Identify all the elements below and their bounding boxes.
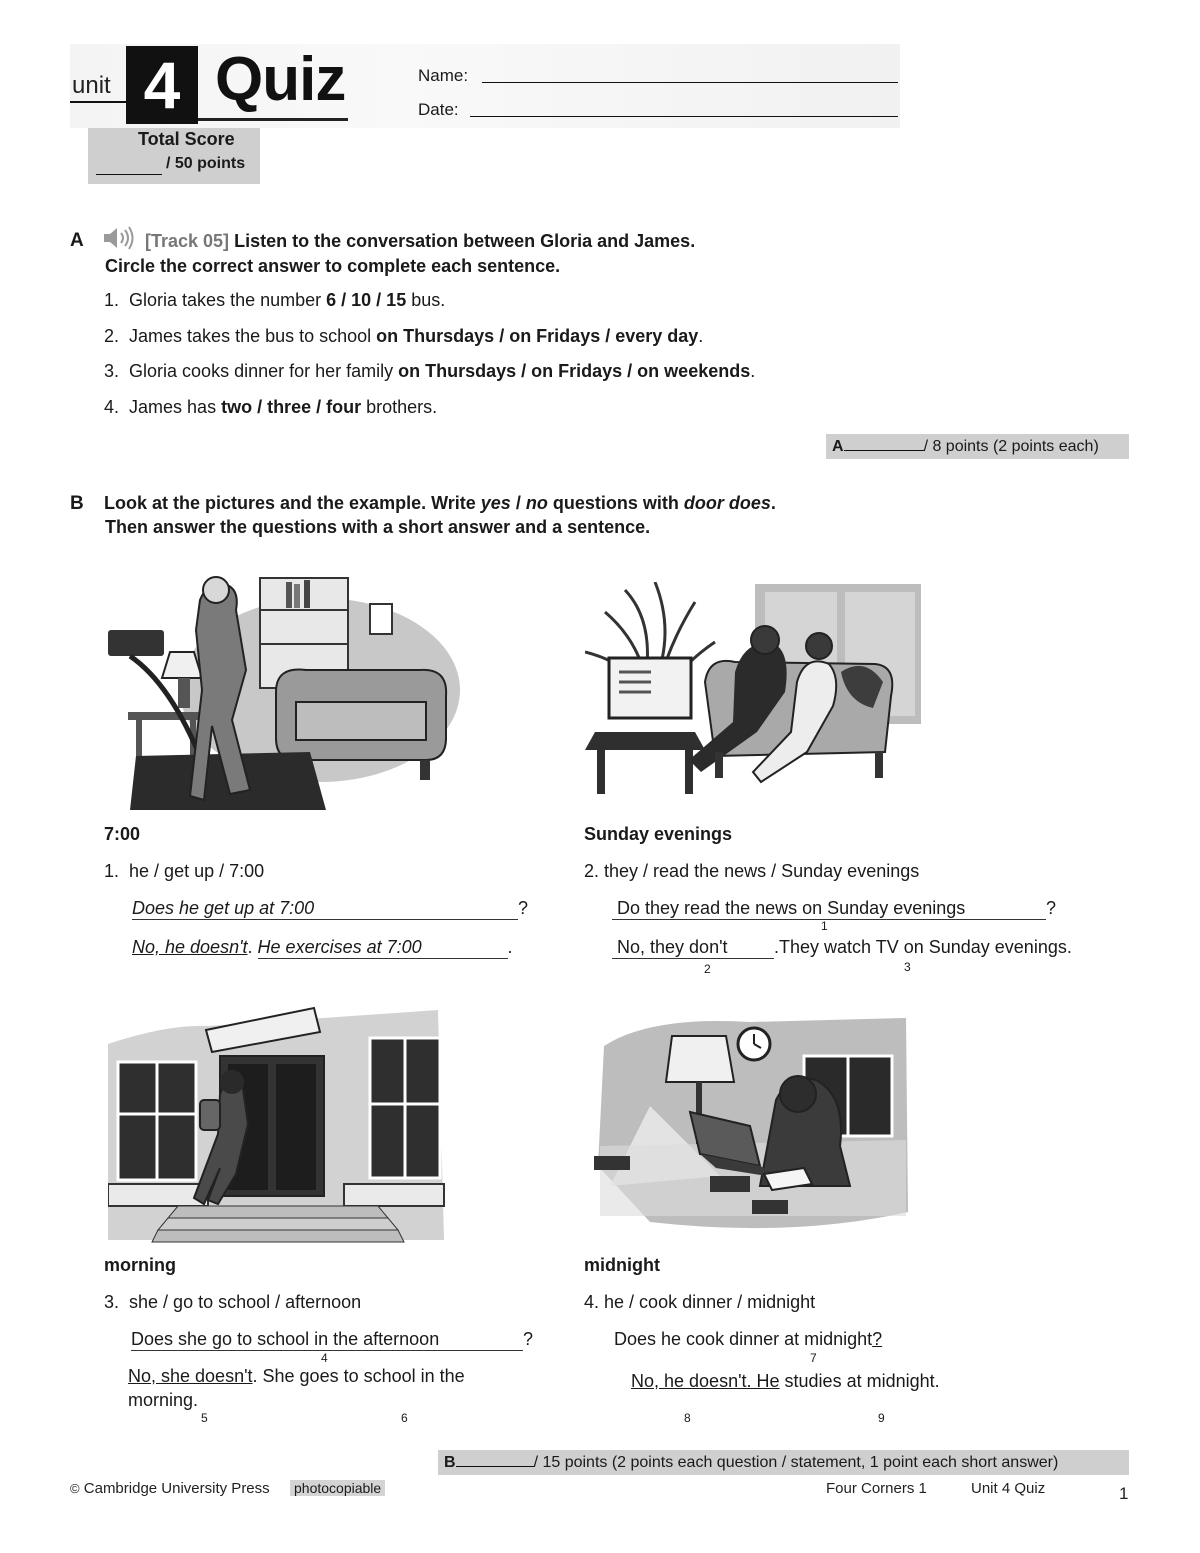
section-a-instruction-1: [Track 05] Listen to the conversation between Gloria and James. (145, 231, 696, 251)
panel-4-question: Does he cook dinner at midnight? (614, 1329, 883, 1349)
short-answer-blank[interactable]: No, he doesn't. He (631, 1371, 780, 1391)
blank-number: 4 (321, 1351, 328, 1365)
blank-number: 9 (878, 1411, 885, 1425)
panel-1-prompt: 1. he / get up / 7:00 (104, 861, 265, 881)
panel-1-question: Does he get up at 7:00 ? (132, 898, 529, 918)
blank-number: 5 (201, 1411, 208, 1425)
answer-options[interactable]: on Thursdays / on Fridays / on weekends (398, 361, 751, 381)
panel-3-prompt: 3. she / go to school / afternoon (104, 1292, 362, 1312)
photocopiable-badge: photocopiable (290, 1480, 385, 1498)
section-b-score-blank[interactable] (456, 1452, 534, 1467)
studying-at-night-illustration (590, 1016, 910, 1234)
track-label: [Track 05] (145, 231, 230, 251)
unit-underline (70, 101, 130, 103)
list-item: 2. James takes the bus to school on Thursdays / on Fridays / every day. (104, 326, 704, 346)
section-a-score-blank[interactable] (844, 436, 924, 451)
answer-blank[interactable]: Does she go to school in the afternoon (131, 1329, 523, 1351)
panel-2-prompt: 2. they / read the news / Sunday evenings (584, 861, 920, 881)
panel-1-answer: No, he doesn't. He exercises at 7:00 . (132, 937, 513, 957)
blank-number: 6 (401, 1411, 408, 1425)
panel-3-caption: morning (104, 1255, 176, 1275)
name-label: Name: (418, 66, 469, 85)
school-entrance-illustration (108, 1004, 448, 1244)
answer-options[interactable]: 6 / 10 / 15 (326, 290, 407, 310)
unit-number: 4 (126, 46, 198, 124)
date-field[interactable] (470, 116, 898, 117)
short-answer-blank[interactable]: No, she doesn't (128, 1366, 253, 1386)
blank-number: 1 (821, 919, 828, 933)
page-number: 1 (1119, 1484, 1129, 1503)
section-a-score-bar: A / 8 points (2 points each) (826, 434, 1129, 459)
total-score-title: Total Score (138, 129, 235, 149)
list-item: 4. James has two / three / four brothers. (104, 397, 438, 417)
footer-copyright: © Cambridge University Press (70, 1480, 270, 1497)
section-b-instruction-1: Look at the pictures and the example. Write yes / no questions with door does. (104, 493, 776, 513)
short-answer-blank[interactable]: No, they don't (612, 937, 774, 959)
panel-2-question: Do they read the news on Sunday evenings ? (612, 898, 1056, 920)
speaker-icon[interactable] (101, 226, 135, 255)
answer-options[interactable]: on Thursdays / on Fridays / every day (376, 326, 699, 346)
list-item: 3. Gloria cooks dinner for her family on Thursdays / on Fridays / on weekends. (104, 361, 756, 381)
sentence-blank[interactable]: He exercises at 7:00 (258, 937, 508, 959)
section-a-instruction-2: Circle the correct answer to complete each sentence. (105, 256, 561, 276)
answer-blank[interactable]: Does he cook dinner at midnight (614, 1329, 873, 1349)
section-b-instruction-2: Then answer the questions with a short answer and a sentence. (105, 517, 651, 537)
section-b-score-bar: B / 15 points (2 points each question / statement, 1 point each short answer) (438, 1450, 1129, 1475)
unit-label: unit (72, 72, 111, 99)
panel-3-answer-line-2: morning. (128, 1390, 199, 1410)
date-label: Date: (418, 100, 459, 119)
panel-1-caption: 7:00 (104, 824, 141, 844)
answer-blank[interactable]: Do they read the news on Sunday evenings (612, 898, 1046, 920)
list-item: 1. Gloria takes the number 6 / 10 / 15 bus. (104, 290, 446, 310)
section-b-letter: B (70, 493, 84, 514)
total-score-points: / 50 points (166, 155, 246, 172)
copyright-icon: © (70, 1481, 80, 1496)
footer-unit-quiz: Unit 4 Quiz (971, 1480, 1046, 1497)
panel-2-answer: No, they don't .They watch TV on Sunday evenings. (612, 937, 1072, 959)
quiz-underline (198, 118, 348, 121)
panel-2-caption: Sunday evenings (584, 824, 733, 844)
blank-number: 7 (810, 1351, 817, 1365)
treadmill-illustration (100, 570, 460, 820)
panel-4-answer: No, he doesn't. He studies at midnight. (631, 1371, 940, 1391)
total-score-blank[interactable] (96, 174, 162, 175)
blank-number: 8 (684, 1411, 691, 1425)
panel-4-prompt: 4. he / cook dinner / midnight (584, 1292, 816, 1312)
answer-blank[interactable]: Does he get up at 7:00 (132, 898, 518, 920)
name-field[interactable] (482, 82, 898, 83)
short-answer-blank[interactable]: No, he doesn't (132, 937, 248, 957)
panel-3-question: Does she go to school in the afternoon ? (131, 1329, 534, 1349)
quiz-title: Quiz (215, 45, 346, 114)
blank-number: 2 (704, 962, 711, 976)
panel-3-answer: No, she doesn't. She goes to school in the (128, 1366, 465, 1386)
blank-number: 3 (904, 960, 911, 974)
panel-4-caption: midnight (584, 1255, 660, 1275)
couple-watching-tv-illustration (585, 582, 925, 804)
section-a-letter: A (70, 230, 84, 251)
answer-options[interactable]: two / three / four (221, 397, 362, 417)
footer-book-title: Four Corners 1 (826, 1480, 927, 1497)
